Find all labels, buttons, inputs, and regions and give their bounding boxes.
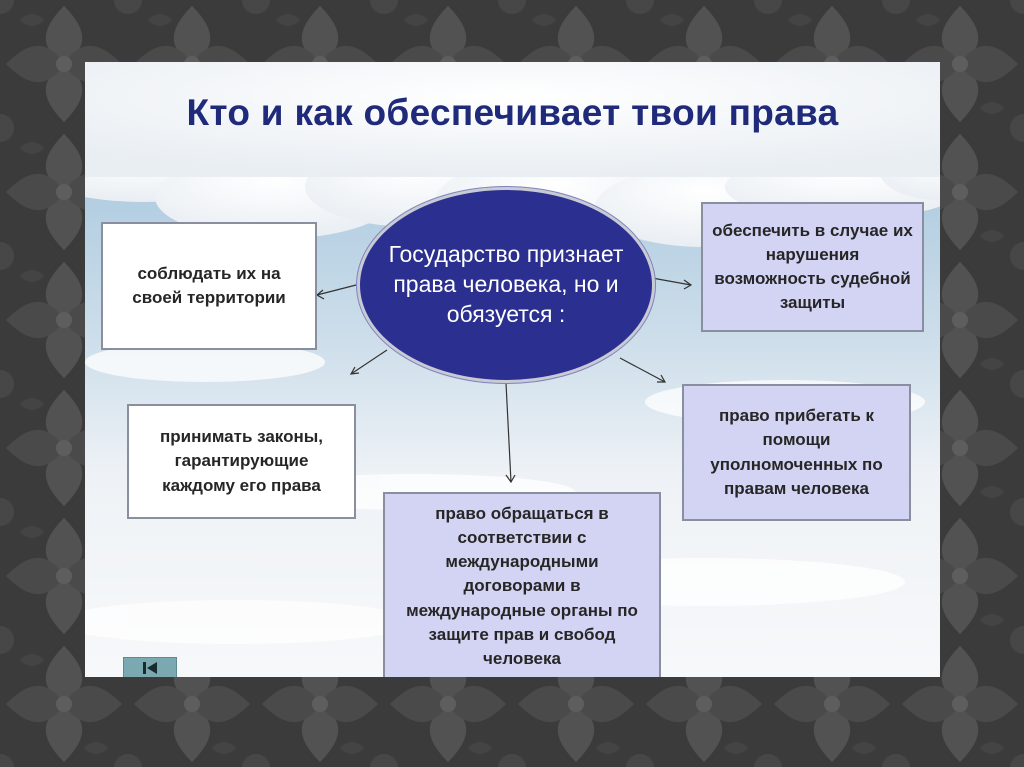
box-left-bottom [127, 404, 356, 519]
box-right-bottom-text: право прибегать к помощи уполномоченных по правам человека [710, 406, 883, 498]
arrow-to-right-bottom [620, 358, 665, 382]
box-bottom-center-text: право обращаться в соответствии с международными договорами в международные органы по защите прав и свобод человека [406, 504, 638, 668]
center-ellipse [357, 187, 655, 383]
box-right-top [701, 202, 924, 332]
box-left-top [101, 222, 317, 350]
arrow-to-left-top [317, 284, 360, 295]
skip-back-icon [141, 661, 159, 675]
box-right-bottom [682, 384, 911, 521]
box-right-top-text: обеспечить в случае их нарушения возможность судебной защиты [712, 220, 913, 313]
box-left-bottom-text: принимать законы, гарантирующие каждому его права [160, 427, 323, 495]
arrow-to-bottom-center [506, 383, 511, 482]
slide-title: Кто и как обеспечивает твои права [186, 92, 839, 133]
center-text: Государство признает права человека, но и обязуется : [388, 241, 624, 327]
slide [85, 62, 940, 677]
box-bottom-center [383, 492, 661, 677]
box-left-top-text: соблюдать их на своей территории [132, 263, 286, 307]
nav-back-button[interactable] [123, 657, 177, 677]
arrow-to-left-bottom [351, 350, 387, 374]
